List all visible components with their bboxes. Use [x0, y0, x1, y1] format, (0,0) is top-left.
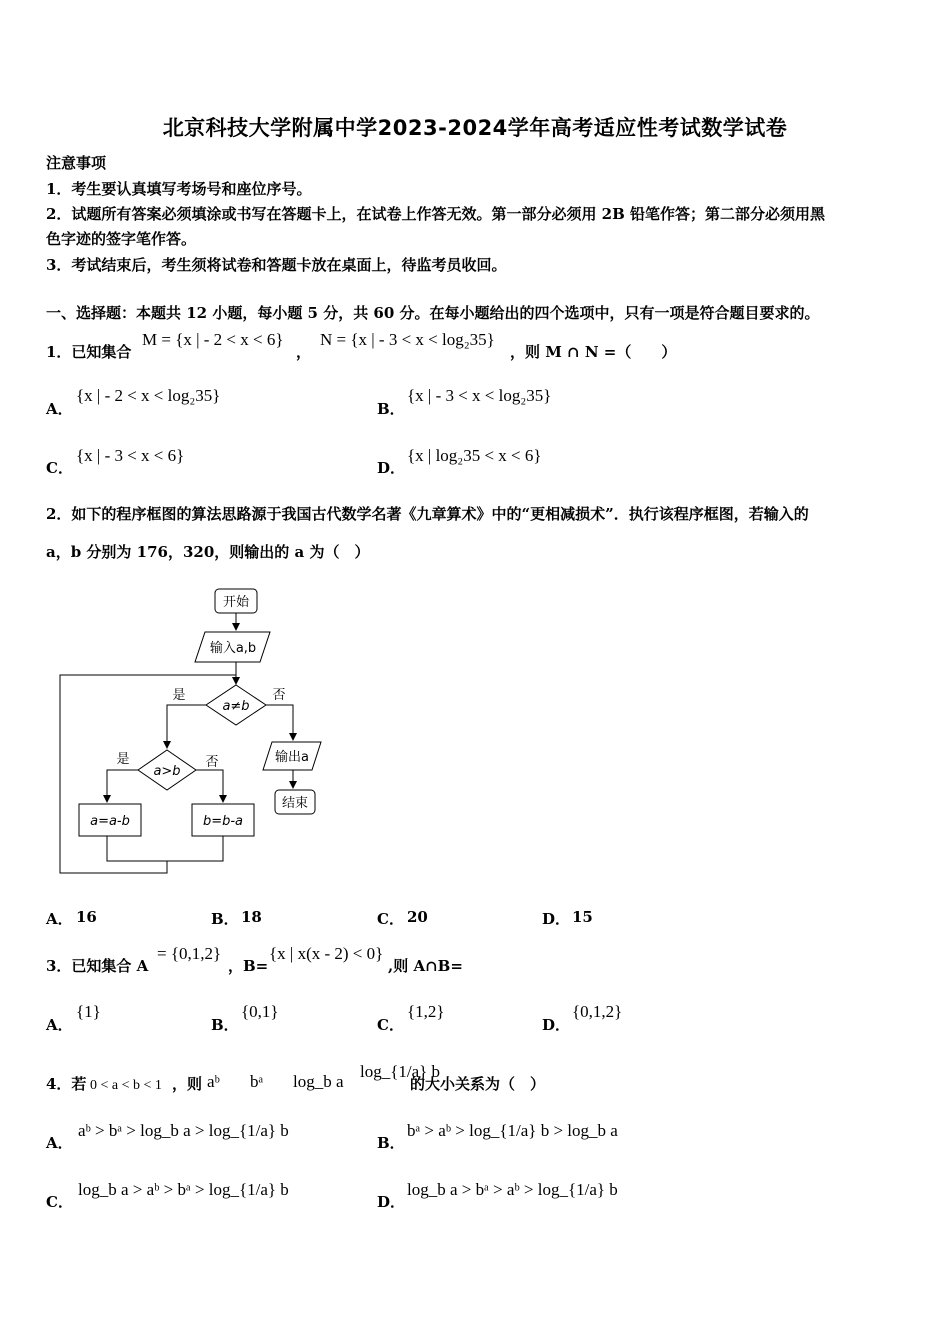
q2-option-a-label[interactable]: A．	[46, 910, 73, 928]
q4-option-a[interactable]: aᵇ > bᵃ > log_b a > log_{1/a} b	[78, 1121, 289, 1140]
q1-set-n: N = {x | - 3 < x < log₂35}	[320, 330, 495, 349]
q2-option-b[interactable]: 18	[241, 908, 262, 926]
q3-suffix: ,则 A∩B=	[388, 957, 463, 975]
q3-option-c-label[interactable]: C．	[377, 1016, 404, 1034]
q2-option-c-label[interactable]: C．	[377, 910, 404, 928]
q1-prefix: 1．已知集合	[46, 343, 132, 361]
q3-mid: ，B=	[228, 957, 269, 975]
q4-option-c[interactable]: log_b a > aᵇ > bᵃ > log_{1/a} b	[78, 1180, 289, 1199]
q3-set-a: = {0,1,2}	[157, 944, 222, 963]
flow-cond2-text: a>b	[153, 764, 181, 779]
q2-line-1: 2．如下的程序框图的算法思路源于我国古代数学名著《九章算术》中的“更相减损术”．执行该程序框图，若输入的	[46, 505, 809, 523]
q1-option-d[interactable]: {x | log₂35 < x < 6}	[407, 446, 542, 465]
q3-option-b[interactable]: {0,1}	[241, 1002, 279, 1021]
q2-option-c[interactable]: 20	[407, 908, 428, 926]
notice-item-3: 3．考试结束后，考生须将试卷和答题卡放在桌面上，待监考员收回。	[46, 256, 507, 274]
flow-end-text: 结束	[281, 796, 309, 811]
q1-set-m: M = {x | - 2 < x < 6}	[142, 330, 284, 349]
q4-expr-3: log_b a	[293, 1072, 344, 1091]
flow-input-text: 输入a,b	[209, 641, 257, 656]
q1-option-c-label[interactable]: C．	[46, 459, 73, 477]
flow-yes2-text: 是	[116, 752, 130, 767]
q4-expr-1: aᵇ	[207, 1072, 220, 1091]
flowchart	[55, 585, 335, 880]
q4-option-c-label[interactable]: C．	[46, 1193, 73, 1211]
q1-option-c[interactable]: {x | - 3 < x < 6}	[76, 446, 185, 465]
flow-cond1-text: a≠b	[222, 699, 250, 714]
q3-set-b: {x | x(x - 2) < 0}	[269, 944, 384, 963]
q4-option-d-label[interactable]: D．	[377, 1193, 406, 1211]
notice-item-1: 1．考生要认真填写考场号和座位序号。	[46, 180, 312, 198]
q4-option-a-label[interactable]: A．	[46, 1134, 73, 1152]
q4-option-d[interactable]: log_b a > bᵃ > aᵇ > log_{1/a} b	[407, 1180, 618, 1199]
q2-option-d-label[interactable]: D．	[542, 910, 571, 928]
q4-condition: 0 < a < b < 1	[90, 1078, 162, 1093]
q4-prefix: 4．若	[46, 1075, 87, 1093]
q4-expr-2: bᵃ	[250, 1072, 264, 1091]
q1-suffix: ，则 M ∩ N =（ ）	[510, 343, 677, 361]
notice-item-2: 2．试题所有答案必须填涂或书写在答题卡上，在试卷上作答无效。第一部分必须用 2B 铅笔作答；第二部分必须用黑	[46, 205, 826, 223]
q3-option-a-label[interactable]: A．	[46, 1016, 73, 1034]
q3-option-c[interactable]: {1,2}	[407, 1002, 445, 1021]
q3-option-a[interactable]: {1}	[76, 1002, 101, 1021]
section-heading: 一、选择题：本题共 12 小题，每小题 5 分，共 60 分。在每小题给出的四个选项中，只有一项是符合题目要求的。	[46, 304, 820, 322]
page-title: 北京科技大学附属中学2023-2024学年高考适应性考试数学试卷	[162, 116, 788, 140]
flow-assign-b-text: b=b-a	[202, 814, 244, 829]
flow-start-text: 开始	[222, 595, 250, 610]
flow-no1-text: 否	[272, 688, 286, 703]
notice-heading: 注意事项	[46, 154, 107, 172]
q4-suffix: 的大小关系为（ ）	[410, 1075, 546, 1093]
q4-option-b[interactable]: bᵃ > aᵇ > log_{1/a} b > log_b a	[407, 1121, 618, 1140]
flow-no2-text: 否	[205, 755, 219, 770]
flow-output-text: 输出a	[275, 750, 309, 765]
q2-line-2: a，b 分别为 176，320，则输出的 a 为（ ）	[46, 543, 370, 561]
q1-option-b[interactable]: {x | - 3 < x < log₂35}	[407, 386, 552, 405]
q4-mid: ，则	[172, 1075, 203, 1093]
q2-option-a[interactable]: 16	[76, 908, 97, 926]
q2-option-b-label[interactable]: B．	[211, 910, 239, 928]
notice-item-2-cont: 色字迹的签字笔作答。	[46, 230, 197, 248]
q3-option-d[interactable]: {0,1,2}	[572, 1002, 623, 1021]
q3-prefix: 3．已知集合 A	[46, 957, 149, 975]
q2-option-d[interactable]: 15	[572, 908, 593, 926]
q4-expr-4: log_{1/a} b	[360, 1062, 441, 1081]
q1-option-a-label[interactable]: A．	[46, 400, 73, 418]
flow-assign-a-text: a=a-b	[90, 814, 130, 829]
q4-option-b-label[interactable]: B．	[377, 1134, 405, 1152]
q1-option-a[interactable]: {x | - 2 < x < log₂35}	[76, 386, 221, 405]
q1-comma: ，	[296, 343, 312, 361]
q3-option-d-label[interactable]: D．	[542, 1016, 571, 1034]
q3-option-b-label[interactable]: B．	[211, 1016, 239, 1034]
flow-yes1-text: 是	[172, 688, 186, 703]
q1-option-d-label[interactable]: D．	[377, 459, 406, 477]
q1-option-b-label[interactable]: B．	[377, 400, 405, 418]
